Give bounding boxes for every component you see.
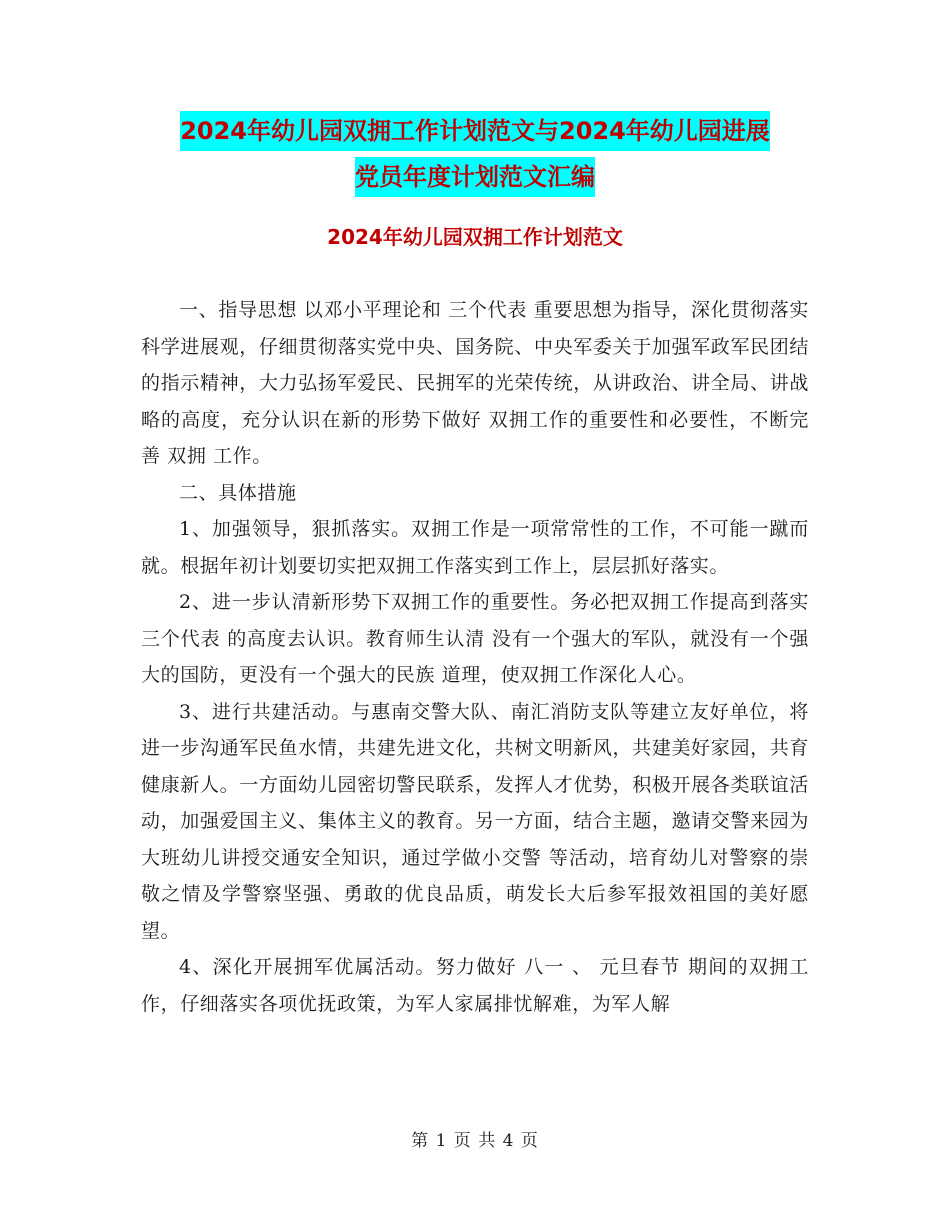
paragraph-measures-heading: 二、具体措施 — [179, 481, 297, 504]
section-title: 2024年幼儿园双拥工作计划范文 — [327, 225, 623, 249]
document-body — [141, 292, 809, 1022]
title-line-2: 党员年度计划范文汇编 — [355, 157, 595, 197]
document-title — [140, 108, 810, 200]
paragraph-guiding-thought: 一、指导思想 以邓小平理论和 三个代表 重要思想为指导，深化贯彻落实科学进展观，仔细贯彻落实党中央、国务院、中央军委关于加强军政军民团结的指示精神，大力弘扬军爱民、民拥军的光荣传统，从讲政治、讲全局、讲战略的高度，充分认识在新的形势下做好 双拥工作的重要性和必要性，不断完善 双拥 工作。 — [141, 299, 809, 467]
page-footer: 第 1 页 共 4 页 — [411, 1131, 539, 1151]
paragraph-measure-1: 1、加强领导，狠抓落实。双拥工作是一项常常性的工作，不可能一蹴而就。根据年初计划要切实把双拥工作落实到工作上，层层抓好落实。 — [141, 518, 809, 577]
title-line-1: 2024年幼儿园双拥工作计划范文与2024年幼儿园进展 — [180, 111, 770, 151]
paragraph-measure-2: 2、进一步认清新形势下双拥工作的重要性。务必把双拥工作提高到落实 三个代表 的高度去认识。教育师生认清 没有一个强大的军队，就没有一个强大的国防，更没有一个强大的民族 道理，使双拥工作深化人心。 — [141, 591, 809, 686]
paragraph-measure-4: 4、深化开展拥军优属活动。努力做好 八一 、 元旦春节 期间的双拥工作，仔细落实各项优抚政策，为军人家属排忧解难，为军人解 — [141, 956, 809, 1015]
paragraph-measure-3: 3、进行共建活动。与惠南交警大队、南汇消防支队等建立友好单位，将进一步沟通军民鱼水情，共建先进文化，共树文明新风，共建美好家园，共育健康新人。一方面幼儿园密切警民联系，发挥人才优势，积极开展各类联谊活动，加强爱国主义、集体主义的教育。另一方面，结合主题，邀请交警来园为大班幼儿讲授交通安全知识，通过学做小交警 等活动，培育幼儿对警察的崇敬之情及学警察坚强、勇敢的优良品质，萌发长大后参军报效祖国的美好愿望。 — [141, 700, 809, 942]
